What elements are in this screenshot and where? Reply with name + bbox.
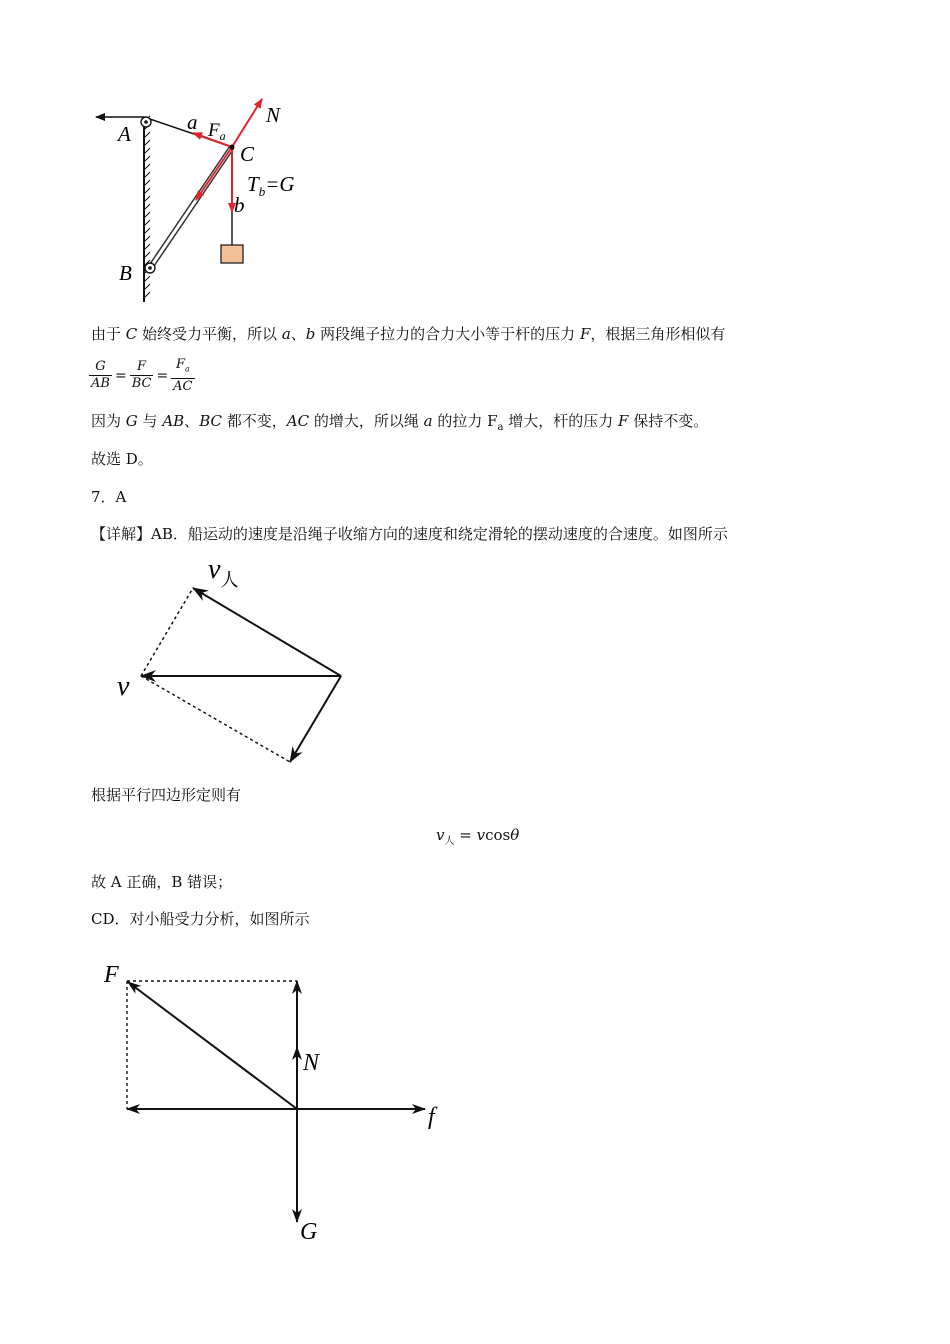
figure-forces bbox=[95, 955, 455, 1245]
answer-choice: 故选 D。 bbox=[91, 450, 153, 468]
label-A: A bbox=[118, 122, 131, 146]
detailed-explanation: 【详解】AB．船运动的速度是沿绳子收缩方向的速度和绕定滑轮的摆动速度的合速度。如图所示 bbox=[91, 525, 728, 543]
label-Tb: $T_b=G$ bbox=[247, 172, 295, 199]
dashed-edge-lower bbox=[141, 676, 290, 762]
vector-v-person bbox=[193, 588, 341, 676]
label-v: v bbox=[117, 671, 130, 702]
wall bbox=[144, 116, 150, 302]
label-b: b bbox=[234, 193, 245, 217]
cd-analysis: CD．对小船受力分析，如图所示 bbox=[91, 910, 310, 928]
fraction-fa-ac: $\frac{F_a}{AC}$ bbox=[173, 357, 193, 394]
label-a: a bbox=[187, 110, 198, 134]
label-v-person: $v_人$ bbox=[208, 554, 239, 590]
similar-triangle-formula: $\frac{G}{AB}$ = $\frac{F}{BC}$ = $\frac{F_a}{AC}$ bbox=[91, 357, 193, 394]
pivot-b bbox=[145, 263, 155, 273]
force-F-arrow bbox=[128, 982, 297, 1109]
fraction-g-ab: $\frac{G}{AB}$ bbox=[91, 359, 110, 392]
label-F: F bbox=[104, 962, 119, 988]
label-N: N bbox=[303, 1050, 320, 1076]
figure-velocity bbox=[110, 552, 360, 772]
paragraph-balance: 由于 C 始终受力平衡，所以 a、b 两段绳子拉力的合力大小等于杆的压力 F，根据三角形相似有 bbox=[91, 325, 726, 343]
velocity-formula: $v_人 = vcos\theta$ bbox=[436, 826, 520, 847]
parallelogram-rule: 根据平行四边形定则有 bbox=[91, 786, 242, 804]
vector-v-swing bbox=[290, 676, 341, 762]
dashed-edge-upper bbox=[141, 588, 193, 676]
figure-rod-rope bbox=[88, 90, 328, 310]
label-f: f bbox=[428, 1104, 435, 1130]
fraction-f-bc: $\frac{F}{BC}$ bbox=[131, 359, 152, 392]
pivot-a bbox=[141, 117, 151, 127]
joint-c bbox=[230, 145, 235, 150]
label-C: C bbox=[240, 142, 255, 166]
weight-block bbox=[221, 245, 243, 263]
label-N: N bbox=[266, 103, 281, 127]
label-G: G bbox=[300, 1219, 318, 1245]
ab-result: 故 A 正确，B 错误； bbox=[91, 873, 233, 891]
force-rod-arrow bbox=[196, 147, 232, 200]
question-number: 7．A bbox=[91, 488, 127, 506]
label-Fa: $F_a$ bbox=[208, 120, 226, 143]
label-B: B bbox=[119, 261, 132, 285]
force-n-arrow bbox=[232, 99, 262, 147]
paragraph-conclusion: 因为 G 与 AB、BC 都不变，AC 的增大，所以绳 a 的拉力 $F_a$ 增大，杆的压力 F 保持不变。 bbox=[91, 412, 709, 433]
